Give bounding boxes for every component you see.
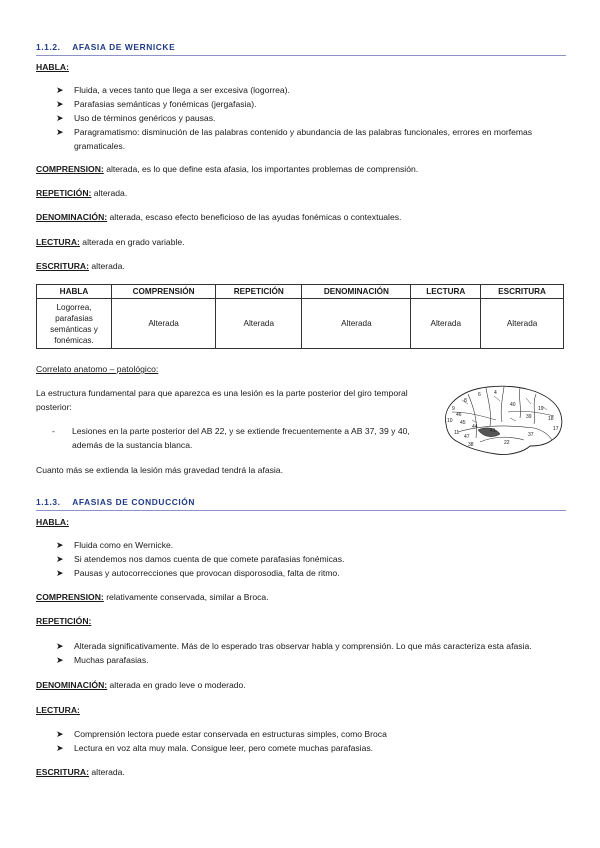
brain-area-label: 9 xyxy=(452,406,455,412)
table-header: HABLA xyxy=(37,285,112,299)
escritura-line: ESCRITURA: alterada. xyxy=(36,261,125,271)
brain-area-label: 8 xyxy=(464,398,467,404)
lectura-list xyxy=(56,727,571,755)
arrow-bullet-icon: ➤ xyxy=(56,554,64,564)
brain-area-label: 17 xyxy=(553,426,559,432)
table-header-row xyxy=(37,285,564,299)
correlato-label: Correlato anatomo – patológico: xyxy=(36,364,159,374)
brain-area-label: 41 xyxy=(490,428,496,434)
denominacion-line: DENOMINACIÓN: alterada, escaso efecto beneficioso de las ayudas fonémicas o contextuales. xyxy=(36,212,402,222)
comprension-line: COMPRENSION: alterada, es lo que define esta afasia, los importantes problemas de comprensión. xyxy=(36,164,419,174)
brain-area-label: 10 xyxy=(447,418,453,424)
habla-label: HABLA: xyxy=(36,517,69,527)
lectura-line: LECTURA: alterada en grado variable. xyxy=(36,237,185,247)
table-header: ESCRITURA xyxy=(481,285,564,299)
table-row xyxy=(37,299,564,349)
brain-area-label: 38 xyxy=(468,442,474,448)
section-title: AFASIAS DE CONDUCCIÓN xyxy=(72,497,196,507)
table-cell: Logorrea, parafasias semánticas y fonémicas. xyxy=(37,299,112,349)
gravedad-paragraph: Cuanto más se extienda la lesión más gravedad tendrá la afasia. xyxy=(36,465,283,475)
arrow-bullet-icon: ➤ xyxy=(56,127,64,137)
repeticion-label: REPETICIÓN: xyxy=(36,616,92,626)
table-header: LECTURA xyxy=(411,285,481,299)
denominacion-line: DENOMINACIÓN: alterada en grado leve o moderado. xyxy=(36,680,246,690)
habla-list xyxy=(56,83,571,153)
arrow-bullet-icon: ➤ xyxy=(56,655,64,665)
comprension-line: COMPRENSION: relativamente conservada, similar a Broca. xyxy=(36,592,269,602)
list-item: ➤ Comprensión lectora puede estar conservada en estructuras simples, como Broca xyxy=(56,729,387,739)
correlato-paragraph: La estructura fundamental para que aparezca es una lesión es la parte posterior del giro temporal posterior: xyxy=(36,388,408,412)
brain-area-label: 47 xyxy=(464,434,470,440)
brain-area-label: 39 xyxy=(526,414,532,420)
list-item: ➤ Uso de términos genéricos y pausas. xyxy=(56,113,216,123)
section-number: 1.1.2. xyxy=(36,42,61,52)
brain-area-label: 37 xyxy=(528,432,534,438)
section-heading-wernicke xyxy=(36,42,566,56)
repeticion-list xyxy=(56,639,571,667)
brain-area-label: 11 xyxy=(454,430,460,436)
list-item: ➤ Paragramatismo: disminución de las palabras contenido y abundancia de las palabras funcionales, errores en morfemas gramaticales. xyxy=(56,127,533,151)
arrow-bullet-icon: ➤ xyxy=(56,113,64,123)
arrow-bullet-icon: ➤ xyxy=(56,743,64,753)
arrow-bullet-icon: ➤ xyxy=(56,568,64,578)
table-header: REPETICIÓN xyxy=(216,285,302,299)
list-item: ➤ Fluida como en Wernicke. xyxy=(56,540,174,550)
table-cell: Alterada xyxy=(302,299,411,349)
lesiones-item: - Lesiones en la parte posterior del AB 22, y se extiende frecuentemente a AB 37, 39 y 40, además de la sustancia blanca. xyxy=(52,426,410,450)
table-cell: Alterada xyxy=(481,299,564,349)
section-heading-conduccion xyxy=(36,497,566,511)
summary-table xyxy=(36,284,564,349)
arrow-bullet-icon: ➤ xyxy=(56,729,64,739)
brain-area-label: 19 xyxy=(538,406,544,412)
table-header: COMPRENSIÓN xyxy=(112,285,216,299)
habla-list xyxy=(56,538,571,580)
repeticion-line: REPETICIÓN: alterada. xyxy=(36,188,128,198)
dash-bullet: - xyxy=(52,426,55,436)
table-header: DENOMINACIÓN xyxy=(302,285,411,299)
brain-area-label: 46 xyxy=(456,412,462,418)
brain-area-label: 22 xyxy=(504,440,510,446)
arrow-bullet-icon: ➤ xyxy=(56,641,64,651)
list-item: ➤ Pausas y autocorrecciones que provocan disporosodia, falta de ritmo. xyxy=(56,568,340,578)
brain-areas-diagram xyxy=(438,382,566,458)
list-item: ➤ Alterada significativamente. Más de lo esperado tras observar habla y comprensión. Lo que más caracteriza esta afasia. xyxy=(56,641,532,651)
list-item: ➤ Muchas parafasias. xyxy=(56,655,149,665)
table-cell: Alterada xyxy=(112,299,216,349)
table-cell: Alterada xyxy=(216,299,302,349)
list-item: ➤ Parafasias semánticas y fonémicas (jergafasia). xyxy=(56,99,257,109)
escritura-line: ESCRITURA: alterada. xyxy=(36,767,125,777)
list-item: ➤ Si atendemos nos damos cuenta de que comete parafasias fonémicas. xyxy=(56,554,345,564)
section-number: 1.1.3. xyxy=(36,497,61,507)
list-item: ➤ Fluida, a veces tanto que llega a ser excesiva (logorrea). xyxy=(56,85,290,95)
lectura-label: LECTURA: xyxy=(36,705,80,715)
list-item: ➤ Lectura en voz alta muy mala. Consigue leer, pero comete muchas parafasias. xyxy=(56,743,374,753)
brain-area-label: 44 xyxy=(472,424,478,430)
brain-area-label: 45 xyxy=(460,420,466,426)
arrow-bullet-icon: ➤ xyxy=(56,540,64,550)
arrow-bullet-icon: ➤ xyxy=(56,99,64,109)
section-title: AFASIA DE WERNICKE xyxy=(72,42,176,52)
table-cell: Alterada xyxy=(411,299,481,349)
brain-area-label: 4 xyxy=(494,390,497,396)
brain-area-label: 40 xyxy=(510,402,516,408)
brain-area-label: 18 xyxy=(548,416,554,422)
brain-area-label: 6 xyxy=(478,392,481,398)
habla-label: HABLA: xyxy=(36,62,69,72)
arrow-bullet-icon: ➤ xyxy=(56,85,64,95)
